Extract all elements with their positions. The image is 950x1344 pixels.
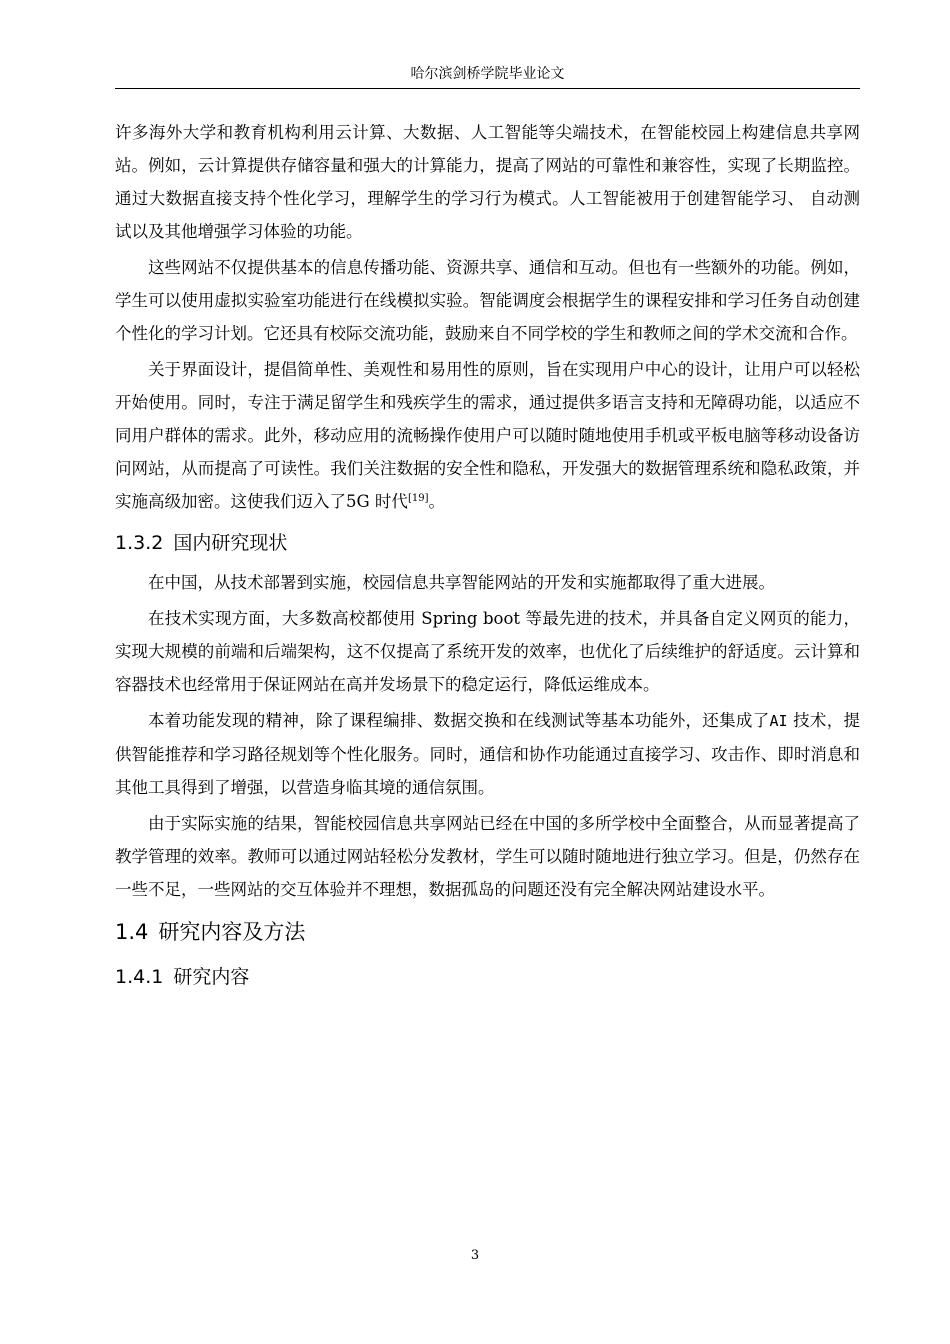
paragraph-function-discovery bbox=[115, 704, 860, 804]
paragraph-interface-design bbox=[115, 353, 860, 518]
paragraph-china-progress: 在中国，从技术部署到实施，校园信息共享智能网站的开发和实施都取得了重大进展。 bbox=[148, 573, 775, 592]
paragraph-tech-implementation: 在技术实现方面，大多数高校都使用 Spring boot 等最先进的技术，并具备自定义网页的能力，实现大规模的前端和后端架构，这不仅提高了系统开发的效率，也优化了后续维护的舒适度。云计算和容器技术也经常用于保证网站在高并发场景下的稳定运行，降低运维成本。 bbox=[115, 609, 860, 694]
heading-title: 研究内容 bbox=[173, 966, 250, 988]
paragraph-website-functions: 这些网站不仅提供基本的信息传播功能、资源共享、通信和互动。但也有一些额外的功能。例如，学生可以使用虚拟实验室功能进行在线模拟实验。智能调度会根据学生的课程安排和学习任务自动创建个性化的学习计划。它还具有校际交流功能，鼓励来自不同学校的学生和教师之间的学术交流和合作。 bbox=[115, 258, 860, 343]
paragraph-function-discovery-a: 本着功能发现的精神，除了课程编排、数据交换和在线测试等基本功能外，还集成了 bbox=[148, 711, 770, 730]
paragraph-interface-design-text: 关于界面设计，提倡简单性、美观性和易用性的原则，旨在实现用户中心的设计，让用户可以轻松开始使用。同时，专注于满足留学生和残疾学生的需求，通过提供多语言支持和无障碍功能，以适应不同用户群体的需求。此外，移动应用的流畅操作使用户可以随时随地使用手机或平板电脑等移动设备访问网站，从而提高了可读性。我们关注数据的安全性和隐私，开发强大的数据管理系统和隐私政策，并实施高级加密。这使我们迈入了5G 时代 bbox=[115, 360, 860, 511]
heading-number: 1.4 bbox=[115, 920, 149, 944]
page-body bbox=[115, 116, 860, 1000]
page-number: 3 bbox=[470, 1248, 480, 1263]
heading-title: 国内研究现状 bbox=[173, 532, 288, 554]
ai-term: AI bbox=[769, 712, 788, 730]
paragraph-overseas-tech: 许多海外大学和教育机构利用云计算、大数据、人工智能等尖端技术，在智能校园上构建信息共享网站。例如，云计算提供存储容量和强大的计算能力，提高了网站的可靠性和兼容性，实现了长期监控。通过大数据直接支持个性化学习，理解学生的学习行为模式。人工智能被用于创建智能学习、 自动测试以及其他增强学习体验的功能。 bbox=[115, 123, 860, 241]
paragraph-interface-design-end: 。 bbox=[428, 492, 445, 511]
paragraph-function-discovery-b: 技术，提供智能推荐和学习路径规划等个性化服务。同时，通信和协作功能通过直接学习、攻击作、即时消息和其他工具得到了增强，以营造身临其境的通信氛围。 bbox=[115, 711, 860, 797]
heading-number: 1.4.1 bbox=[115, 966, 164, 988]
heading-1-3-2 bbox=[115, 524, 860, 562]
heading-1-4-1 bbox=[115, 958, 860, 996]
heading-title: 研究内容及方法 bbox=[158, 920, 306, 944]
heading-number: 1.3.2 bbox=[115, 532, 164, 554]
page-header bbox=[115, 62, 860, 89]
heading-1-4 bbox=[115, 912, 860, 952]
citation-19: [19] bbox=[407, 493, 429, 504]
header-title: 哈尔滨剑桥学院毕业论文 bbox=[410, 66, 565, 82]
paragraph-implementation-results: 由于实际实施的结果，智能校园信息共享网站已经在中国的多所学校中全面整合，从而显著提高了教学管理的效率。教师可以通过网站轻松分发教材，学生可以随时随地进行独立学习。但是，仍然存在一些不足，一些网站的交互体验并不理想，数据孤岛的问题还没有完全解决网站建设水平。 bbox=[115, 814, 860, 899]
